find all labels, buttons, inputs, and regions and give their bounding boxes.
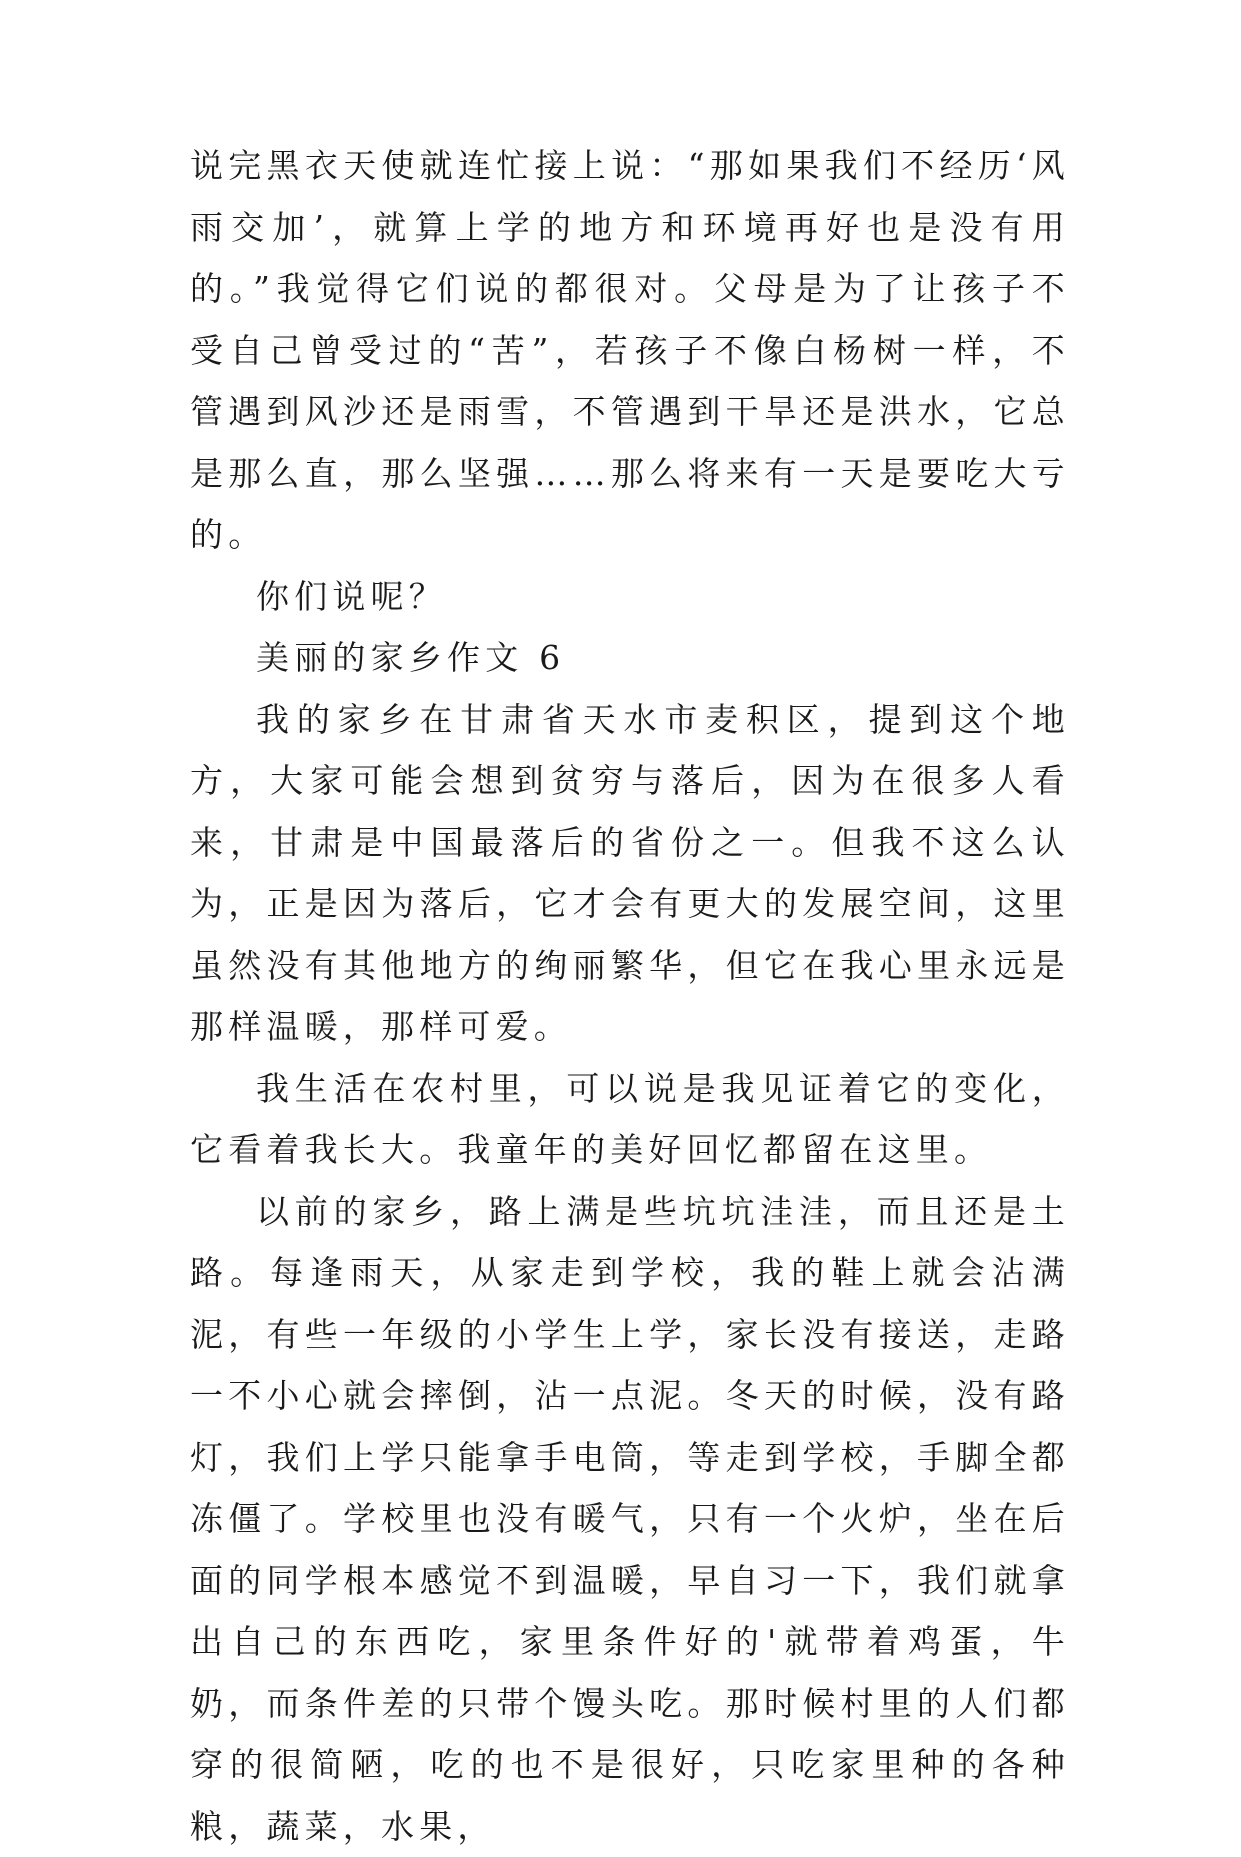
paragraph-question: 你们说呢？ [190,566,1070,628]
paragraph-past-hometown: 以前的家乡，路上满是些坑坑洼洼，而且还是土路。每逢雨天，从家走到学校，我的鞋上就会沾满泥，有些一年级的小学生上学，家长没有接送，走路一不小心就会摔倒，沾一点泥。冬天的时候，没有路灯，我们上学只能拿手电筒，等走到学校，手脚全都冻僵了。学校里也没有暖气，只有一个火炉，坐在后面的同学根本感觉不到温暖，早自习一下，我们就拿出自己的东西吃，家里条件好的'就带着鸡蛋，牛奶，而条件差的只带个馒头吃。那时候村里的人们都穿的很简陋，吃的也不是很好，只吃家里种的各种粮，蔬菜，水果， [190,1181,1070,1857]
paragraph-dialogue: 说完黑衣天使就连忙接上说：“那如果我们不经历‘风雨交加’，就算上学的地方和环境再好也是没有用的。”我觉得它们说的都很对。父母是为了让孩子不受自己曾受过的“苦”，若孩子不像白杨树一样，不管遇到风沙还是雨雪，不管遇到干旱还是洪水，它总是那么直，那么坚强……那么将来有一天是要吃大亏的。 [190,135,1070,566]
document-body [190,135,1070,1857]
essay-heading: 美丽的家乡作文 6 [190,627,1070,689]
paragraph-village-life: 我生活在农村里，可以说是我见证着它的变化，它看着我长大。我童年的美好回忆都留在这里。 [190,1058,1070,1181]
paragraph-hometown-intro: 我的家乡在甘肃省天水市麦积区，提到这个地方，大家可能会想到贫穷与落后，因为在很多人看来，甘肃是中国最落后的省份之一。但我不这么认为，正是因为落后，它才会有更大的发展空间，这里虽然没有其他地方的绚丽繁华，但它在我心里永远是那样温暖，那样可爱。 [190,689,1070,1058]
